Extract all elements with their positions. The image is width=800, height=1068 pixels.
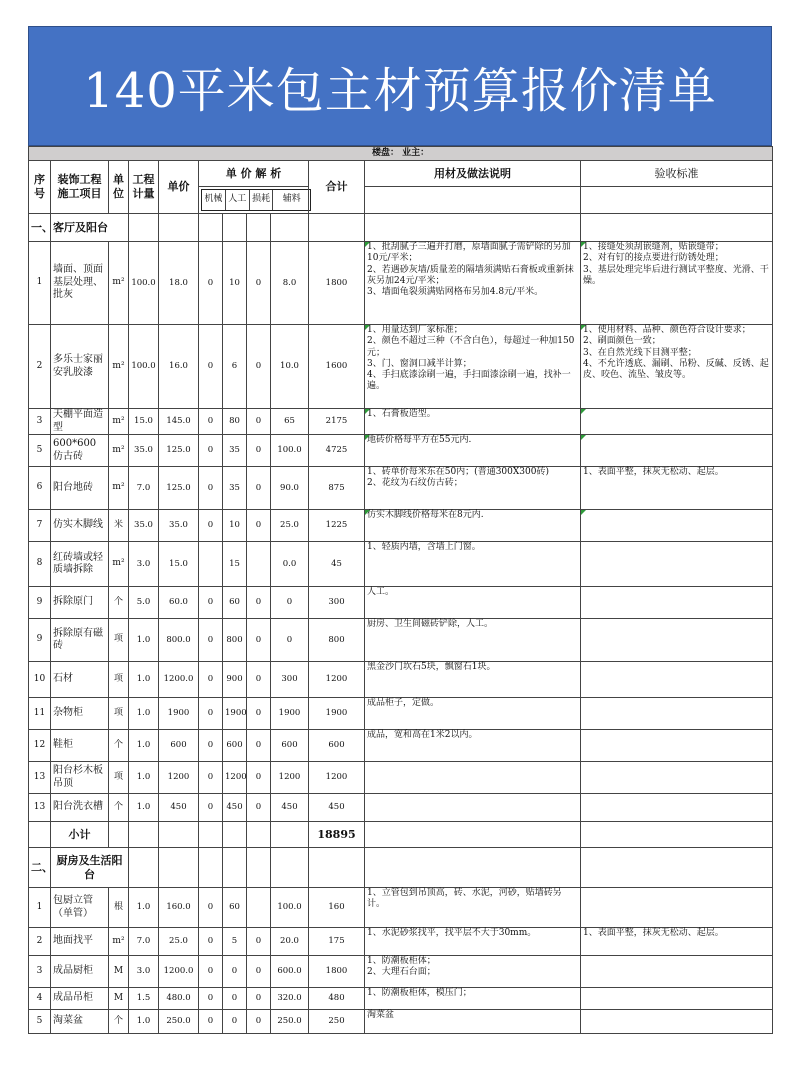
row-qty: 35.0 [129, 435, 159, 467]
row-aux: 1900 [271, 698, 309, 730]
row-labor: 10 [223, 242, 247, 325]
row-seq: 2 [29, 928, 51, 956]
header-seq: 序 号 [29, 161, 51, 214]
row-price: 60.0 [159, 587, 199, 619]
table-row [29, 242, 773, 325]
row-aux: 250.0 [271, 1010, 309, 1034]
row-price: 16.0 [159, 325, 199, 409]
row-total: 1225 [309, 510, 365, 542]
table-row [29, 928, 773, 956]
row-item: 成品吊柜 [51, 988, 109, 1010]
row-price: 125.0 [159, 467, 199, 510]
header-item: 装饰工程 施工项目 [51, 161, 109, 214]
header-price: 单价 [159, 161, 199, 214]
row-item: 红砖墙或轻质墙拆除 [51, 542, 109, 587]
row-labor: 60 [223, 888, 247, 928]
subtotal-row [29, 822, 773, 848]
row-qty: 7.0 [129, 467, 159, 510]
row-labor: 1900 [223, 698, 247, 730]
header-row-1 [29, 161, 773, 187]
row-price: 35.0 [159, 510, 199, 542]
quote-table [28, 146, 773, 1034]
row-machine: 0 [199, 888, 223, 928]
row-seq: 3 [29, 956, 51, 988]
loupan-label: 楼盘： 业主： [29, 147, 773, 161]
row-seq: 1 [29, 888, 51, 928]
row-material-note: 成品柜子，定做。 [365, 698, 581, 730]
row-machine: 0 [199, 242, 223, 325]
row-unit: m² [109, 542, 129, 587]
row-seq: 6 [29, 467, 51, 510]
row-machine: 0 [199, 325, 223, 409]
row-machine: 0 [199, 510, 223, 542]
row-aux: 90.0 [271, 467, 309, 510]
row-item: 包厨立管（单管） [51, 888, 109, 928]
row-standard [581, 988, 773, 1010]
row-total: 450 [309, 794, 365, 822]
row-aux: 0 [271, 619, 309, 662]
row-loss [247, 888, 271, 928]
row-price: 15.0 [159, 542, 199, 587]
row-machine: 0 [199, 698, 223, 730]
table-row [29, 587, 773, 619]
row-material-note [365, 762, 581, 794]
row-total: 600 [309, 730, 365, 762]
row-loss: 0 [247, 698, 271, 730]
row-seq: 11 [29, 698, 51, 730]
row-item: 天棚平面造型 [51, 409, 109, 435]
row-unit: 个 [109, 1010, 129, 1034]
header-total: 合计 [309, 161, 365, 214]
row-loss: 0 [247, 662, 271, 698]
row-labor: 450 [223, 794, 247, 822]
row-machine: 0 [199, 467, 223, 510]
row-labor: 0 [223, 988, 247, 1010]
row-unit: 项 [109, 698, 129, 730]
table-row [29, 409, 773, 435]
row-loss: 0 [247, 242, 271, 325]
row-unit: 项 [109, 762, 129, 794]
row-item: 拆除原有磁砖 [51, 619, 109, 662]
row-total: 1200 [309, 762, 365, 794]
row-material-note: 人工。 [365, 587, 581, 619]
row-machine: 0 [199, 409, 223, 435]
row-unit: 根 [109, 888, 129, 928]
row-price: 480.0 [159, 988, 199, 1010]
row-machine: 0 [199, 794, 223, 822]
row-material-note: 黑金沙门坎石5块，飘窗石1块。 [365, 662, 581, 698]
row-price: 600 [159, 730, 199, 762]
row-seq: 7 [29, 510, 51, 542]
row-labor: 10 [223, 510, 247, 542]
table-row [29, 988, 773, 1010]
row-seq: 1 [29, 242, 51, 325]
row-seq: 9 [29, 587, 51, 619]
row-item: 阳台地砖 [51, 467, 109, 510]
row-material-note: 1、石膏板造型。 [365, 409, 581, 435]
row-aux: 600.0 [271, 956, 309, 988]
row-aux: 600 [271, 730, 309, 762]
row-total: 1200 [309, 662, 365, 698]
row-price: 25.0 [159, 928, 199, 956]
row-material-note: 1、砖单价每米东在50内；(普通300X300砖) 2、花纹为石纹仿古砖； [365, 467, 581, 510]
row-labor: 5 [223, 928, 247, 956]
row-machine [199, 542, 223, 587]
row-unit: m² [109, 928, 129, 956]
table-row [29, 1010, 773, 1034]
row-price: 1900 [159, 698, 199, 730]
row-loss [247, 542, 271, 587]
subtotal-label: 小计 [51, 822, 109, 848]
header-machine: 机械 [202, 190, 226, 210]
row-qty: 35.0 [129, 510, 159, 542]
row-machine: 0 [199, 928, 223, 956]
row-total: 1800 [309, 956, 365, 988]
row-unit: 项 [109, 619, 129, 662]
row-machine: 0 [199, 662, 223, 698]
row-qty: 1.0 [129, 888, 159, 928]
table-row [29, 794, 773, 822]
header-aux: 辅料 [282, 194, 301, 205]
row-total: 250 [309, 1010, 365, 1034]
row-seq: 8 [29, 542, 51, 587]
row-total: 175 [309, 928, 365, 956]
row-material-note: 成品，宽和高在1米2以内。 [365, 730, 581, 762]
row-standard [581, 587, 773, 619]
row-standard [581, 1010, 773, 1034]
table-row [29, 325, 773, 409]
row-price: 145.0 [159, 409, 199, 435]
row-price: 250.0 [159, 1010, 199, 1034]
section-name: 厨房及生活阳台 [51, 848, 129, 888]
row-aux: 25.0 [271, 510, 309, 542]
row-total: 1800 [309, 242, 365, 325]
row-qty: 5.0 [129, 587, 159, 619]
table-row [29, 619, 773, 662]
row-loss: 0 [247, 510, 271, 542]
row-material-note: 1、水泥砂浆找平，找平层不大于30mm。 [365, 928, 581, 956]
row-item: 仿实木脚线 [51, 510, 109, 542]
header-unit: 单位 [109, 161, 129, 214]
row-seq: 13 [29, 794, 51, 822]
row-loss: 0 [247, 409, 271, 435]
row-total: 800 [309, 619, 365, 662]
section-number: 一、 [29, 214, 51, 242]
row-unit: 个 [109, 794, 129, 822]
row-unit: 项 [109, 662, 129, 698]
row-machine: 0 [199, 988, 223, 1010]
row-standard [581, 435, 773, 467]
row-loss: 0 [247, 587, 271, 619]
table-row [29, 888, 773, 928]
row-standard [581, 888, 773, 928]
row-price: 1200.0 [159, 956, 199, 988]
row-seq: 5 [29, 435, 51, 467]
row-material-note: 1、用量达到厂家标准； 2、颜色不超过三种（不含白色），每超过一种加150元； 3、门、窗洞口减半计算； 4、手扫底漆涂刷一遍，手扫面漆涂刷一遍，找补一遍。 [365, 325, 581, 409]
row-price: 450 [159, 794, 199, 822]
row-labor: 80 [223, 409, 247, 435]
row-aux: 0 [271, 587, 309, 619]
row-price: 800.0 [159, 619, 199, 662]
row-machine: 0 [199, 435, 223, 467]
row-material-note: 1、防潮板柜体； 2、大理石台面； [365, 956, 581, 988]
row-machine: 0 [199, 619, 223, 662]
row-aux: 320.0 [271, 988, 309, 1010]
row-standard [581, 730, 773, 762]
table-row [29, 698, 773, 730]
row-total: 4725 [309, 435, 365, 467]
row-standard [581, 698, 773, 730]
row-seq: 12 [29, 730, 51, 762]
row-item: 多乐士家丽安乳胶漆 [51, 325, 109, 409]
quote-sheet [28, 26, 772, 1068]
row-aux: 65 [271, 409, 309, 435]
row-loss: 0 [247, 794, 271, 822]
row-price: 18.0 [159, 242, 199, 325]
section-row [29, 848, 773, 888]
row-standard [581, 662, 773, 698]
row-item: 600*600仿古砖 [51, 435, 109, 467]
row-unit: M [109, 988, 129, 1010]
row-labor: 35 [223, 467, 247, 510]
row-item: 墙面、顶面基层处理、批灰 [51, 242, 109, 325]
row-loss: 0 [247, 619, 271, 662]
row-unit: m² [109, 435, 129, 467]
row-qty: 1.5 [129, 988, 159, 1010]
row-standard [581, 762, 773, 794]
row-labor: 1200 [223, 762, 247, 794]
row-unit: 个 [109, 587, 129, 619]
row-item: 地面找平 [51, 928, 109, 956]
row-qty: 1.0 [129, 762, 159, 794]
row-item: 成品厨柜 [51, 956, 109, 988]
row-standard: 1、表面平整，抹灰无松动、起层。 [581, 928, 773, 956]
row-price: 1200 [159, 762, 199, 794]
table-row [29, 467, 773, 510]
table-row [29, 435, 773, 467]
section-name: 客厅及阳台 [51, 214, 129, 242]
row-aux: 300 [271, 662, 309, 698]
row-unit: M [109, 956, 129, 988]
header-standard-blank [581, 187, 773, 214]
row-total: 45 [309, 542, 365, 587]
row-loss: 0 [247, 467, 271, 510]
row-qty: 3.0 [129, 956, 159, 988]
row-labor: 0 [223, 1010, 247, 1034]
row-seq: 2 [29, 325, 51, 409]
row-qty: 7.0 [129, 928, 159, 956]
row-material-note: 1、立管包到吊顶高，砖、水泥，河砂，贴墙砖另计。 [365, 888, 581, 928]
row-labor: 800 [223, 619, 247, 662]
row-aux: 20.0 [271, 928, 309, 956]
header-standard: 验收标准 [581, 161, 773, 187]
row-unit: 米 [109, 510, 129, 542]
row-machine: 0 [199, 730, 223, 762]
row-standard [581, 409, 773, 435]
section-row [29, 214, 773, 242]
row-standard [581, 510, 773, 542]
row-machine: 0 [199, 762, 223, 794]
row-labor: 15 [223, 542, 247, 587]
header-labor: 人工 [226, 190, 250, 210]
row-seq: 3 [29, 409, 51, 435]
row-seq: 5 [29, 1010, 51, 1034]
row-item: 石材 [51, 662, 109, 698]
row-loss: 0 [247, 1010, 271, 1034]
row-qty: 100.0 [129, 325, 159, 409]
row-loss: 0 [247, 928, 271, 956]
row-material-note: 厨房、卫生间磁砖铲除，人工。 [365, 619, 581, 662]
row-total: 875 [309, 467, 365, 510]
row-material-note: 1、轻质内墙，含墙上门窗。 [365, 542, 581, 587]
row-labor: 35 [223, 435, 247, 467]
row-material-note: 1、防潮板柜体，模压门； [365, 988, 581, 1010]
row-aux: 8.0 [271, 242, 309, 325]
row-qty: 1.0 [129, 619, 159, 662]
row-standard [581, 956, 773, 988]
row-labor: 0 [223, 956, 247, 988]
header-material: 用材及做法说明 [365, 161, 581, 187]
row-unit: m² [109, 409, 129, 435]
row-labor: 900 [223, 662, 247, 698]
subtotal-value: 18895 [309, 822, 365, 848]
row-total: 160 [309, 888, 365, 928]
row-qty: 15.0 [129, 409, 159, 435]
table-row [29, 510, 773, 542]
table-row [29, 662, 773, 698]
row-qty: 1.0 [129, 794, 159, 822]
row-total: 1600 [309, 325, 365, 409]
row-standard: 1、使用材料、品种、颜色符合设计要求； 2、刷面颜色一致； 3、在自然光线下目测平整； 4、不允许透底、漏刷、吊粉、反碱、反锈、起皮、咬色、流坠、皱皮等。 [581, 325, 773, 409]
row-loss: 0 [247, 730, 271, 762]
row-loss: 0 [247, 435, 271, 467]
row-loss: 0 [247, 988, 271, 1010]
row-standard: 1、接缝处须刮嵌缝剂，贴嵌缝带； 2、对有钉的接点要进行防锈处理； 3、基层处理完毕后进行测试平整度、光滑、干燥。 [581, 242, 773, 325]
row-aux: 1200 [271, 762, 309, 794]
row-item: 淘菜盆 [51, 1010, 109, 1034]
table-row [29, 956, 773, 988]
header-material-blank [365, 187, 581, 214]
row-labor: 60 [223, 587, 247, 619]
row-seq: 9 [29, 619, 51, 662]
table-row [29, 730, 773, 762]
row-labor: 600 [223, 730, 247, 762]
row-machine: 0 [199, 587, 223, 619]
header-qty: 工程 计量 [129, 161, 159, 214]
row-qty: 1.0 [129, 662, 159, 698]
row-material-note: 地砖价格每平方在55元内. [365, 435, 581, 467]
row-qty: 1.0 [129, 730, 159, 762]
row-standard [581, 619, 773, 662]
row-item: 阳台杉木板吊顶 [51, 762, 109, 794]
row-aux: 10.0 [271, 325, 309, 409]
row-aux: 100.0 [271, 888, 309, 928]
row-unit: m² [109, 467, 129, 510]
row-seq: 13 [29, 762, 51, 794]
table-row [29, 542, 773, 587]
row-total: 2175 [309, 409, 365, 435]
row-qty: 1.0 [129, 1010, 159, 1034]
table-row [29, 762, 773, 794]
sheet-title: 140平米包主材预算报价清单 [28, 26, 772, 146]
row-labor: 6 [223, 325, 247, 409]
row-qty: 100.0 [129, 242, 159, 325]
row-unit: m² [109, 325, 129, 409]
row-material-note: 淘菜盆 [365, 1010, 581, 1034]
header-loss: 损耗 [250, 190, 274, 210]
row-loss: 0 [247, 325, 271, 409]
row-qty: 1.0 [129, 698, 159, 730]
row-material-note: 1、批刮腻子三遍并打磨，原墙面腻子需铲除的另加10元/平米； 2、若遇砂灰墙/质量差的隔墙须满贴石膏板或重新抹灰另加24元/平米； 3、墙面龟裂须满贴网格布另加4.8元/平米。 [365, 242, 581, 325]
row-aux: 450 [271, 794, 309, 822]
row-aux: 0.0 [271, 542, 309, 587]
row-price: 1200.0 [159, 662, 199, 698]
row-total: 480 [309, 988, 365, 1010]
header-analysis: 单 价 解 析 [199, 161, 309, 187]
row-item: 鞋柜 [51, 730, 109, 762]
row-unit: 个 [109, 730, 129, 762]
row-loss: 0 [247, 956, 271, 988]
row-machine: 0 [199, 1010, 223, 1034]
analysis-subheaders [199, 187, 309, 214]
row-total: 300 [309, 587, 365, 619]
row-price: 160.0 [159, 888, 199, 928]
loupan-row [29, 147, 773, 161]
row-standard [581, 794, 773, 822]
row-material-note [365, 794, 581, 822]
row-item: 阳台洗衣槽 [51, 794, 109, 822]
row-loss: 0 [247, 762, 271, 794]
row-standard [581, 542, 773, 587]
section-number: 二、 [29, 848, 51, 888]
row-item: 拆除原门 [51, 587, 109, 619]
row-material-note: 仿实木脚线价格每米在8元内. [365, 510, 581, 542]
row-qty: 3.0 [129, 542, 159, 587]
row-price: 125.0 [159, 435, 199, 467]
row-machine: 0 [199, 956, 223, 988]
row-seq: 4 [29, 988, 51, 1010]
row-seq: 10 [29, 662, 51, 698]
row-aux: 100.0 [271, 435, 309, 467]
row-standard: 1、表面平整，抹灰无松动、起层。 [581, 467, 773, 510]
row-item: 杂物柜 [51, 698, 109, 730]
row-unit: m² [109, 242, 129, 325]
row-total: 1900 [309, 698, 365, 730]
